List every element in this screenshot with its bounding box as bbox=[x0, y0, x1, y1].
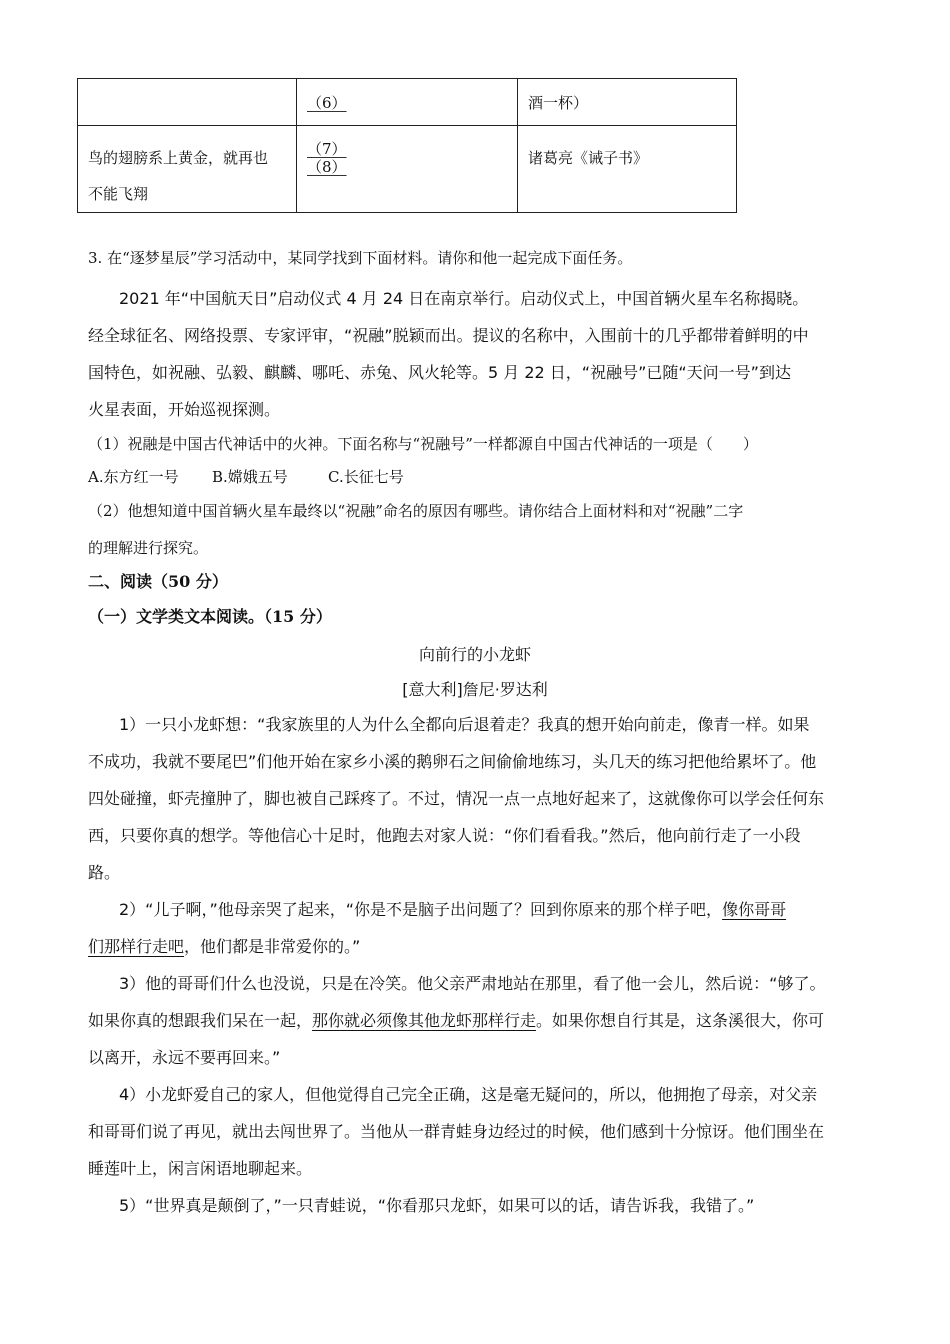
option-a: A.东方红一号 bbox=[88, 468, 179, 486]
paragraph-3-line: 3）他的哥哥们什么也没说，只是在冷笑。他父亲严肃地站在那里，看了他一会儿，然后说：“够了。 bbox=[119, 974, 826, 993]
paragraph-1-line: 四处碰撞，虾壳撞肿了，脚也被自己踩疼了。不过，情况一点一点地好起来了，这就像你可以学会任何东 bbox=[88, 789, 825, 808]
blank-6: （6） bbox=[307, 94, 347, 112]
underlined-phrase: 像你哥哥 bbox=[722, 900, 787, 919]
paragraph-1-line: 路。 bbox=[88, 863, 121, 882]
paragraph-5-line: 5）“世界真是颠倒了，”一只青蛙说，“你看那只龙虾，如果可以的话，请告诉我，我错了。” bbox=[119, 1196, 755, 1215]
paragraph-1-line: 不成功，我就不要尾巴”们他开始在家乡小溪的鹅卵石之间偷偷地练习，头几天的练习把他给累坏了。他 bbox=[88, 752, 817, 771]
paragraph-3-line: 如果你真的想跟我们呆在一起，那你就必须像其他龙虾那样行走。如果你想自行其是，这条溪很大，你可 bbox=[88, 1011, 825, 1030]
material-line: 经全球征名、网络投票、专家评审，“祝融”脱颖而出。提议的名称中，入围前十的几乎都带着鲜明的中 bbox=[88, 326, 809, 345]
blank-8: （8） bbox=[307, 158, 347, 176]
option-c: C.长征七号 bbox=[328, 468, 404, 486]
material-line: 火星表面，开始巡视探测。 bbox=[88, 400, 281, 419]
sub-question-2: （2）他想知道中国首辆火星车最终以“祝融”命名的原因有哪些。请你结合上面材料和对“祝融”二字 bbox=[88, 502, 744, 520]
section-heading: 二、阅读（50 分） bbox=[88, 572, 228, 591]
section-subheading: （一）文学类文本阅读。（15 分） bbox=[88, 607, 332, 626]
underlined-phrase: 们那样行走吧 bbox=[88, 937, 185, 956]
paragraph-3-line: 以离开，永远不要再回来。” bbox=[88, 1048, 281, 1067]
sub-question-1: （1）祝融是中国古代神话中的火神。下面名称与“祝融号”一样都源自中国古代神话的一项是（ ） bbox=[88, 435, 758, 453]
question-3-stem: 3. 在“逐梦星辰”学习活动中，某同学找到下面材料。请你和他一起完成下面任务。 bbox=[88, 249, 633, 267]
paragraph-1-line: 1）一只小龙虾想：“我家族里的人为什么全都向后退着走？我真的想开始向前走，像青一样。如果 bbox=[119, 715, 810, 734]
paragraph-4-line: 和哥哥们说了再见，就出去闯世界了。当他从一群青蛙身边经过的时候，他们感到十分惊讶。他们围坐在 bbox=[88, 1122, 825, 1141]
answer-table bbox=[77, 78, 737, 213]
table-cell: 诸葛亮《诫子书》 bbox=[518, 126, 737, 213]
sub-question-2-cont: 的理解进行探究。 bbox=[88, 539, 209, 557]
table-cell bbox=[78, 79, 297, 126]
table-cell: 酒一杯） bbox=[518, 79, 737, 126]
table-cell bbox=[297, 126, 518, 213]
table-row bbox=[78, 126, 737, 213]
story-author: [意大利]詹尼·罗达利 bbox=[402, 680, 548, 699]
material-line: 2021 年“中国航天日”启动仪式 4 月 24 日在南京举行。启动仪式上，中国首辆火星车名称揭晓。 bbox=[119, 289, 809, 308]
story-title: 向前行的小龙虾 bbox=[418, 645, 531, 664]
underlined-phrase: 那你就必须像其他龙虾那样行走 bbox=[312, 1011, 537, 1030]
table-row bbox=[78, 79, 737, 126]
paragraph-1-line: 西，只要你真的想学。等他信心十足时，他跑去对家人说：“你们看看我。”然后，他向前行走了一小段 bbox=[88, 826, 801, 845]
blank-7: （7） bbox=[307, 140, 347, 158]
paragraph-2-line: 2）“儿子啊，”他母亲哭了起来，“你是不是脑子出问题了？回到你原来的那个样子吧，像你哥哥 bbox=[119, 900, 787, 919]
table-cell bbox=[297, 79, 518, 126]
paragraph-2-line: 们那样行走吧，他们都是非常爱你的。” bbox=[88, 937, 361, 956]
material-line: 国特色，如祝融、弘毅、麒麟、哪吒、赤兔、风火轮等。5 月 22 日，“祝融号”已随“天问一号”到达 bbox=[88, 363, 791, 382]
paragraph-4-line: 睡莲叶上，闲言闲语地聊起来。 bbox=[88, 1159, 313, 1178]
option-b: B.嫦娥五号 bbox=[212, 468, 288, 486]
paragraph-4-line: 4）小龙虾爱自己的家人，但他觉得自己完全正确，这是毫无疑问的，所以，他拥抱了母亲，对父亲 bbox=[119, 1085, 818, 1104]
table-cell: 鸟的翅膀系上黄金，就再也 不能飞翔 bbox=[78, 126, 297, 213]
